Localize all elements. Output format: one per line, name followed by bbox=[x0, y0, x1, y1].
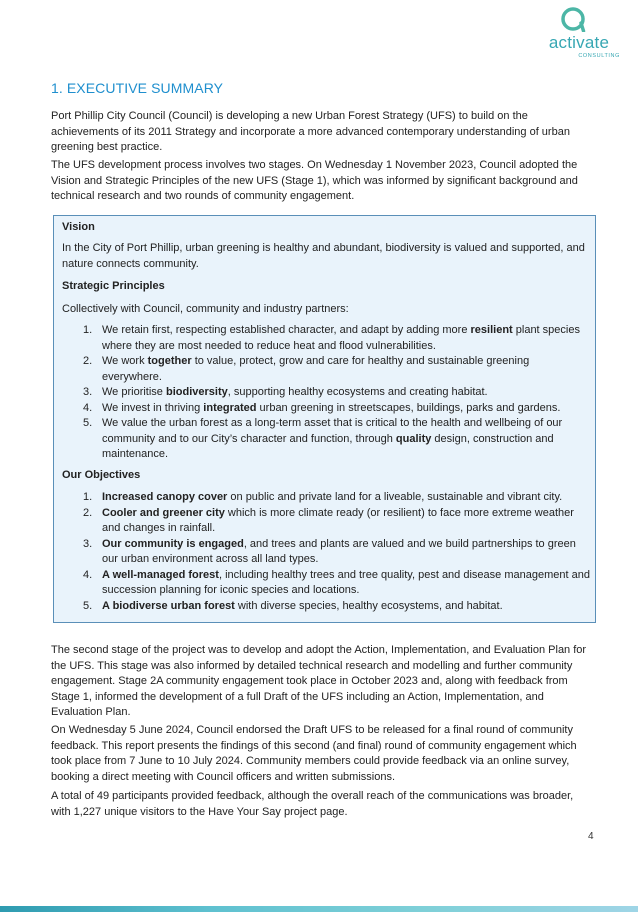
vision-title: Vision bbox=[62, 221, 95, 233]
objectives-title: Our Objectives bbox=[62, 469, 141, 481]
principle-item: 1. We retain first, respecting established character, and adapt by adding more resilient plant species where they are most needed to reduce heat and flood vulnerabilities. bbox=[83, 324, 580, 352]
footer-bar bbox=[0, 906, 638, 912]
logo-wordmark: activate bbox=[548, 33, 610, 52]
logo-ring-icon bbox=[560, 6, 586, 32]
stage-two-paragraph: The second stage of the project was to develop and adopt the Action, Implementation, and Evaluation Plan for the UFS. This stage was also informed by detailed technical research and modelling and further community engagement. Stage 2A community engagement took place in October 2023 and, along with feedback from Stage 1, informed the development of a full Draft of the UFS including an Action, Implementation, and Evaluation Plan. bbox=[51, 644, 587, 718]
principle-item: 5. We value the urban forest as a long-term asset that is critical to the health and wellbeing of our community and to our City’s character and function, through quality design, construction and maintenance. bbox=[83, 417, 563, 460]
intro-paragraph-2: The UFS development process involves two stages. On Wednesday 1 November 2023, Council adopted the Vision and Strategic Principles of the new UFS (Stage 1), which was informed by significant background and technical research and two rounds of community engagement. bbox=[51, 159, 578, 202]
draft-endorsed-paragraph: On Wednesday 5 June 2024, Council endorsed the Draft UFS to be released for a final round of community feedback. This report presents the findings of this second (and final) round of community engagement which took place from 7 June to 10 July 2024. Community members could provide feedback via an online survey, booking a direct meeting with Council officers and written submissions. bbox=[51, 724, 577, 783]
objective-item: 5. A biodiverse urban forest with diverse species, healthy ecosystems, and habitat. bbox=[83, 599, 503, 612]
objective-item: 3. Our community is engaged, and trees and plants are valued and we build partnerships to green our urban environment across all land types. bbox=[83, 537, 576, 565]
intro-paragraph-1: Port Phillip City Council (Council) is developing a new Urban Forest Strategy (UFS) to build on the achievements of its 2011 Strategy and incorporate a more advanced contemporary understanding of urban greening best practice. bbox=[51, 110, 570, 153]
principle-item: 2. We work together to value, protect, grow and care for healthy and sustainable greening everywhere. bbox=[83, 355, 530, 383]
objective-item: 1. Increased canopy cover on public and private land for a liveable, sustainable and vibrant city. bbox=[83, 491, 563, 503]
vision-principles-box bbox=[53, 215, 596, 623]
objectives-list bbox=[54, 490, 592, 614]
section-heading: 1. EXECUTIVE SUMMARY bbox=[51, 80, 224, 96]
objective-item: 2. Cooler and greener city which is more climate ready (or resilient) to face more extreme weather and changes in rainfall. bbox=[83, 506, 574, 534]
principles-intro: Collectively with Council, community and industry partners: bbox=[62, 303, 349, 315]
principles-list bbox=[54, 323, 592, 463]
logo-subtitle: CONSULTING bbox=[578, 53, 620, 59]
objective-item: 4. A well-managed forest, including healthy trees and tree quality, pest and disease management and succession planning for iconic species and locations. bbox=[83, 568, 590, 596]
activate-consulting-logo bbox=[538, 6, 620, 62]
principles-title: Strategic Principles bbox=[62, 280, 165, 292]
page-number: 4 bbox=[588, 831, 594, 842]
principle-item: 4. We invest in thriving integrated urban greening in streetscapes, buildings, parks and gardens. bbox=[83, 401, 561, 414]
participants-paragraph: A total of 49 participants provided feedback, although the overall reach of the communications was broader, with 1,227 unique visitors to the Have Your Say project page. bbox=[51, 790, 574, 818]
principle-item: 3. We prioritise biodiversity, supporting healthy ecosystems and creating habitat. bbox=[83, 386, 488, 398]
vision-text: In the City of Port Phillip, urban greening is healthy and abundant, biodiversity is valued and supported, and nature connects community. bbox=[62, 242, 585, 270]
